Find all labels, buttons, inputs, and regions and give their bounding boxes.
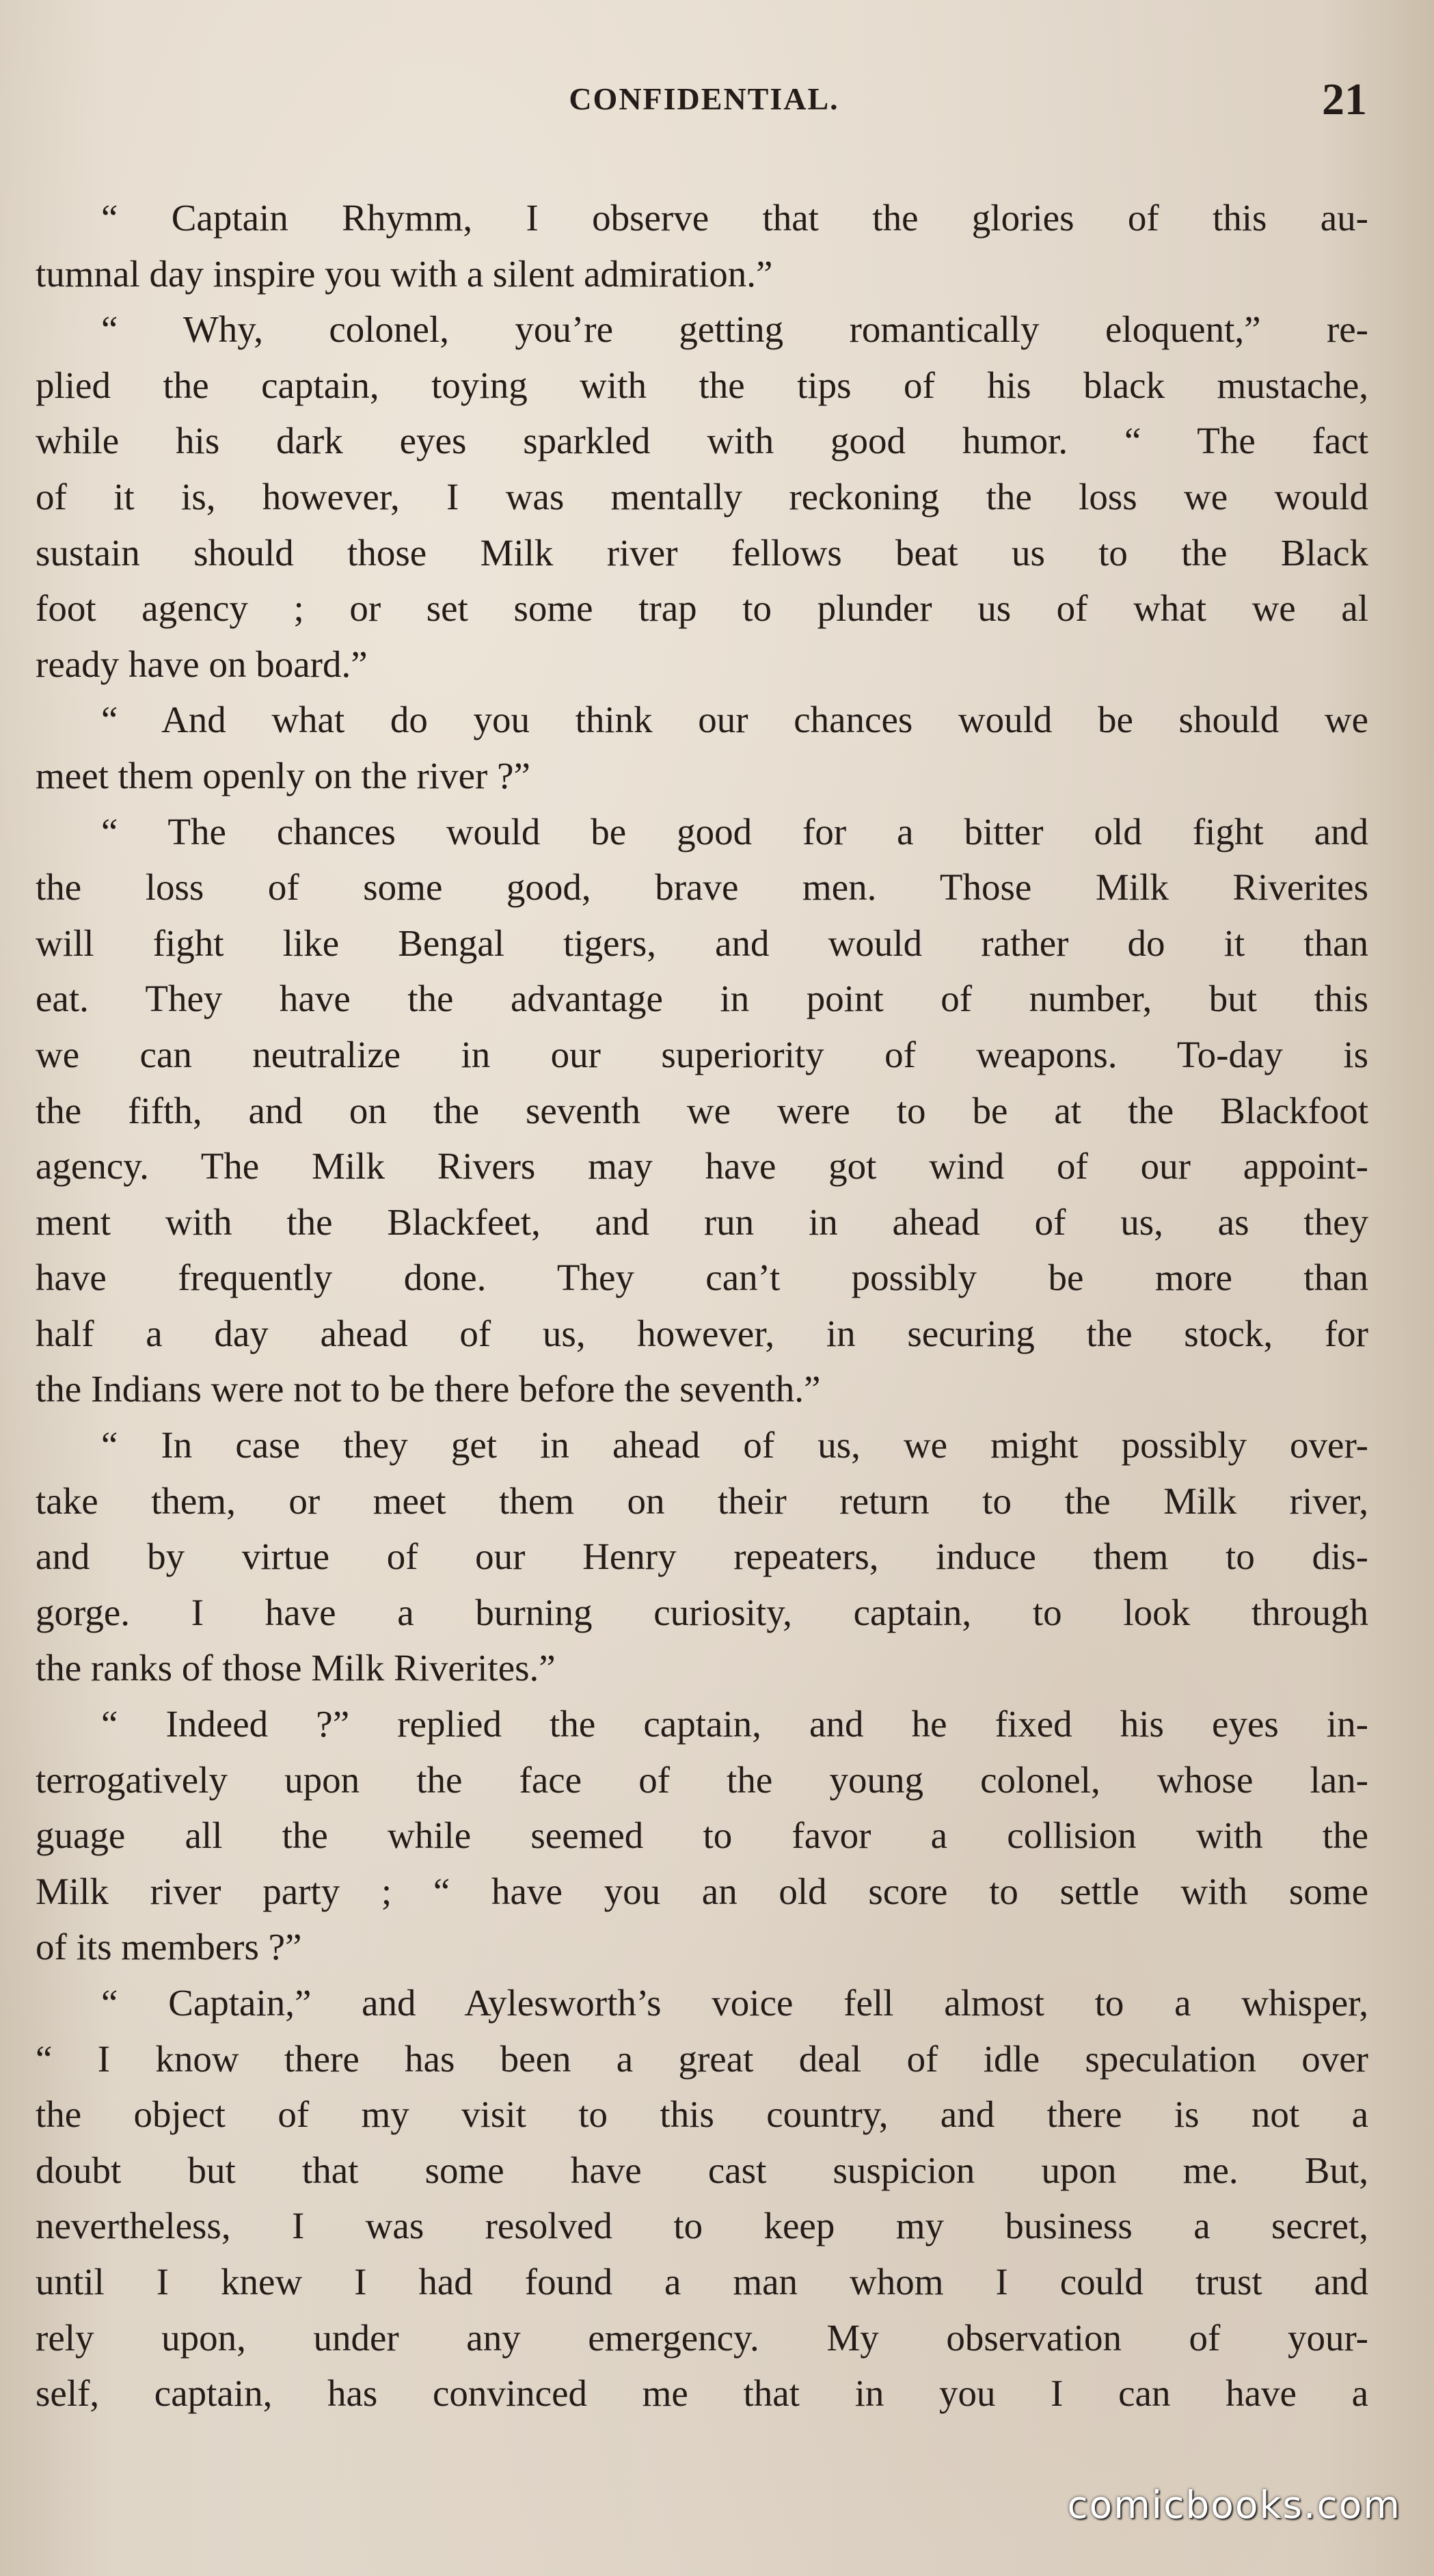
text-line: while his dark eyes sparkled with good humor. “ The fact <box>36 420 1368 462</box>
text-line: tumnal day inspire you with a silent admiration.” <box>36 252 773 295</box>
text-line: ment with the Blackfeet, and run in ahead of us, as they <box>36 1200 1368 1243</box>
text-line: we can neutralize in our superiority of weapons. To-day is <box>36 1033 1368 1075</box>
text-line: guage all the while seemed to favor a collision with the <box>36 1814 1368 1857</box>
text-line: “ Captain Rhymm, I observe that the glories of this au- <box>101 197 1368 239</box>
text-line: doubt but that some have cast suspicion upon me. But, <box>36 2149 1368 2191</box>
text-line: the fifth, and on the seventh we were to be at the Blackfoot <box>36 1089 1368 1131</box>
text-line: Milk river party ; “ have you an old score to settle with some <box>36 1870 1368 1912</box>
text-line: have frequently done. They can’t possibly be more than <box>36 1257 1368 1299</box>
running-head: CONFIDENTIAL. <box>569 81 839 116</box>
text-line: half a day ahead of us, however, in securing the stock, for <box>36 1312 1368 1354</box>
text-line: the Indians were not to be there before the seventh.” <box>36 1368 821 1410</box>
text-line: agency. The Milk Rivers may have got wind of our appoint- <box>36 1145 1368 1188</box>
text-line: “ Indeed ?” replied the captain, and he fixed his eyes in- <box>101 1703 1368 1745</box>
text-line: meet them openly on the river ?” <box>36 754 530 796</box>
text-line: take them, or meet them on their return to the Milk river, <box>36 1479 1368 1522</box>
body-text <box>36 190 1368 2421</box>
text-line: “ Why, colonel, you’re getting romantically eloquent,” re- <box>101 308 1368 351</box>
text-line: of it is, however, I was mentally reckoning the loss we would <box>36 475 1368 518</box>
text-line: of its members ?” <box>36 1926 302 1968</box>
text-line: and by virtue of our Henry repeaters, induce them to dis- <box>36 1535 1368 1578</box>
text-line: until I knew I had found a man whom I could trust and <box>36 2260 1368 2303</box>
text-line: “ Captain,” and Aylesworth’s voice fell almost to a whisper, <box>101 1982 1368 2024</box>
page-header <box>41 75 1367 135</box>
text-line: the ranks of those Milk Riverites.” <box>36 1647 556 1689</box>
watermark: comicbooks.com <box>1067 2483 1401 2527</box>
text-line: sustain should those Milk river fellows beat us to the Black <box>36 531 1368 574</box>
text-line: terrogatively upon the face of the young colonel, whose lan- <box>36 1758 1368 1801</box>
text-line: ready have on board.” <box>36 643 368 685</box>
text-line: rely upon, under any emergency. My observation of your- <box>36 2316 1368 2359</box>
text-line: nevertheless, I was resolved to keep my business a secret, <box>36 2205 1368 2247</box>
text-line: self, captain, has convinced me that in you I can have a <box>36 2372 1368 2415</box>
text-line: “ In case they get in ahead of us, we might possibly over- <box>101 1424 1368 1466</box>
text-line: “ And what do you think our chances would be should we <box>101 699 1368 741</box>
text-line: gorge. I have a burning curiosity, captain, to look through <box>36 1591 1368 1633</box>
text-line: the object of my visit to this country, and there is not a <box>36 2093 1368 2136</box>
text-line: eat. They have the advantage in point of number, but this <box>36 978 1368 1020</box>
text-line: the loss of some good, brave men. Those Milk Riverites <box>36 866 1368 909</box>
text-line: “ The chances would be good for a bitter old fight and <box>101 810 1368 853</box>
text-line: foot agency ; or set some trap to plunder us of what we al <box>36 587 1368 630</box>
text-line: “ I know there has been a great deal of idle speculation over <box>36 2037 1368 2080</box>
text-line: plied the captain, toying with the tips of his black mustache, <box>36 364 1368 406</box>
text-line: will fight like Bengal tigers, and would rather do it than <box>36 922 1368 964</box>
page-number: 21 <box>1322 75 1367 124</box>
